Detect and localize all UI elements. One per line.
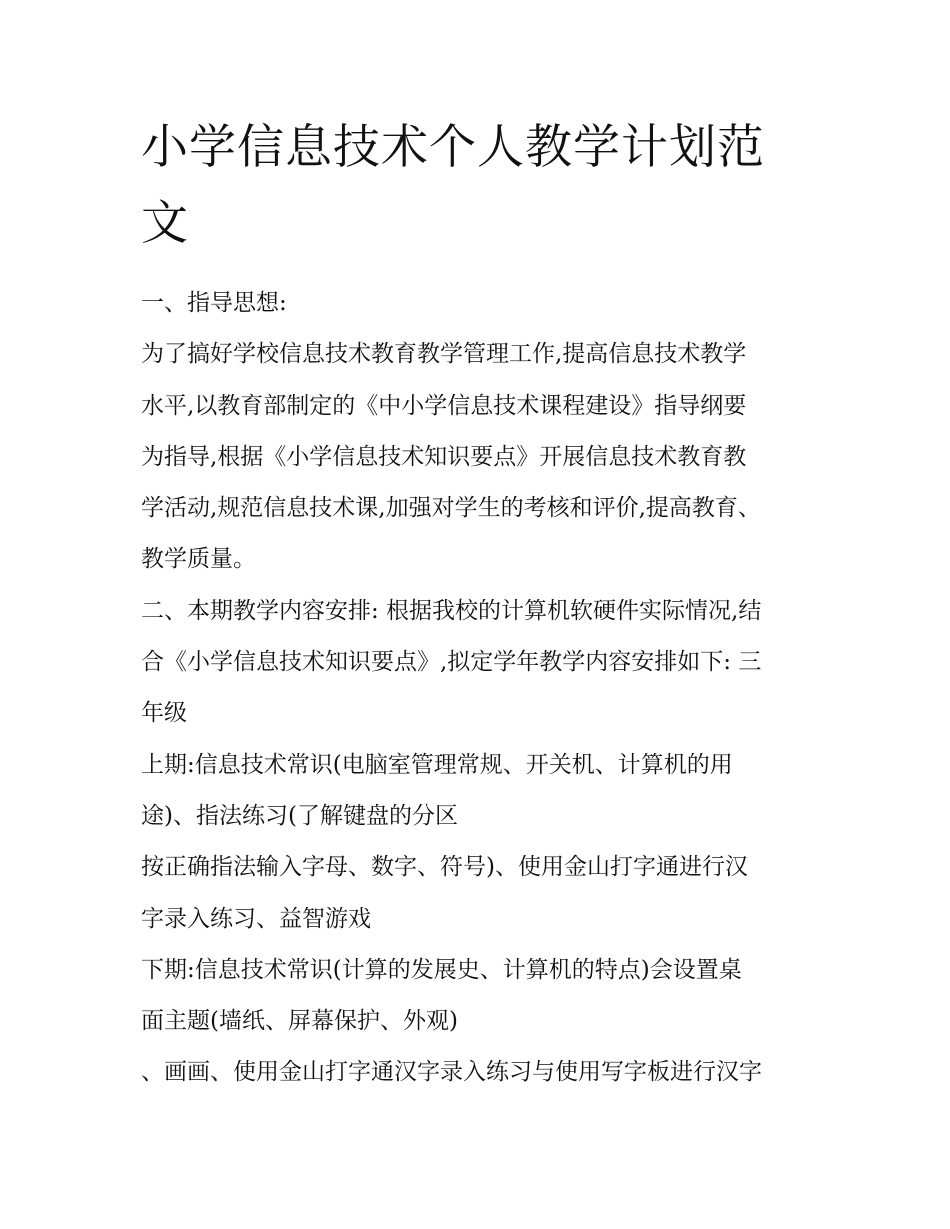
heading-content-arrangement: 二、本期教学内容安排: 根据我校的计算机软硬件实际情况,结	[141, 597, 762, 624]
title-line: 小学信息技术个人教学计划范	[141, 120, 765, 175]
paragraph-line: 字录入练习、益智游戏	[141, 905, 371, 932]
heading-guiding-ideology: 一、指导思想:	[141, 290, 287, 316]
paragraph-line: 教学质量。	[141, 546, 256, 573]
paragraph-line: 下期:信息技术常识(计算的发展史、计算机的特点)会设置桌	[141, 956, 742, 983]
paragraph-line: 为指导,根据《小学信息技术知识要点》开展信息技术教育教	[141, 443, 747, 470]
paragraph-line: 学活动,规范信息技术课,加强对学生的考核和评价,提高教育、	[141, 495, 761, 522]
paragraph-line: 途)、指法练习(了解键盘的分区	[141, 802, 458, 829]
title-line: 文	[141, 196, 189, 251]
paragraph-line: 合《小学信息技术知识要点》,拟定学年教学内容安排如下: 三	[141, 649, 762, 676]
paragraph-line: 上期:信息技术常识(电脑室管理常规、开关机、计算机的用	[141, 751, 733, 778]
paragraph-line: 年级	[141, 700, 187, 727]
paragraph-line: 面主题(墙纸、屏幕保护、外观)	[141, 1008, 458, 1035]
paragraph-line: 水平,以教育部制定的《中小学信息技术课程建设》指导纲要	[141, 392, 747, 419]
paragraph-line: 为了搞好学校信息技术教育教学管理工作,提高信息技术教学	[141, 341, 747, 368]
paragraph-line: 、画画、使用金山打字通汉字录入练习与使用写字板进行汉字	[141, 1059, 762, 1086]
paragraph-line: 按正确指法输入字母、数字、符号)、使用金山打字通进行汉	[141, 854, 748, 881]
document-title	[141, 110, 821, 262]
document-body	[141, 278, 831, 1099]
